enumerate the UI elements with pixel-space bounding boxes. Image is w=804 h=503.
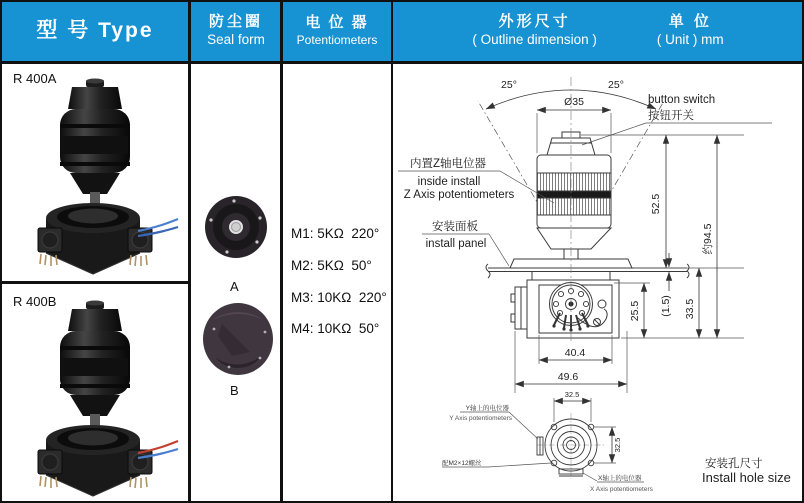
z-axis-callout-en2: Z Axis potentiometers <box>403 189 515 201</box>
dim-40-4-label: 40.4 <box>564 347 586 359</box>
grid-vline-1 <box>188 0 191 503</box>
model-a-label: R 400A <box>13 71 57 86</box>
header-unit-zh: 单 位 <box>668 13 712 31</box>
header-unit-label <box>657 13 724 49</box>
header-outline-en: ( Outline dimension ) <box>472 31 597 47</box>
screw-spec-callout: 配M2×12螺丝 <box>442 460 482 467</box>
seal-a-image <box>204 195 268 260</box>
dim-25-5-label: 25.5 <box>629 300 641 322</box>
header-cell-type <box>0 0 190 62</box>
header-seal-en: Seal form <box>207 31 265 47</box>
potentiometer-option-m2: M2: 5KΩ 50° <box>291 258 372 273</box>
tilt-angle-left-label: 25° <box>501 79 517 91</box>
install-dim-x-label: 32.5 <box>564 390 580 399</box>
header-seal-zh: 防尘圈 <box>208 13 263 31</box>
outline-dimension-drawing <box>392 63 802 501</box>
header-outline-label <box>472 13 597 49</box>
grid-hline-header <box>0 61 804 64</box>
grid-vline-3 <box>391 0 394 503</box>
joystick-photo-r400b <box>10 300 180 500</box>
button-switch-callout-zh: 按钮开关 <box>648 110 694 122</box>
seal-b-label: B <box>230 383 239 398</box>
model-b-label: R 400B <box>13 294 57 309</box>
seal-a-label: A <box>230 279 239 294</box>
dim-1-5-label: (1.5) <box>660 295 672 317</box>
y-axis-pot-callout-zh: Y轴上的电位器 <box>465 405 509 412</box>
header-type-label: 型 号 Type <box>36 18 154 42</box>
grid-vline-2 <box>280 0 283 503</box>
header-cell-potentiometers <box>282 0 392 62</box>
header-pot-en: Potentiometers <box>296 32 378 47</box>
button-switch-callout-en: button switch <box>648 94 716 106</box>
header-cell-outline-unit <box>392 0 804 62</box>
y-axis-pot-callout-en: Y Axis potentiometers <box>449 415 512 422</box>
header-unit-en: ( Unit ) mm <box>656 31 724 47</box>
x-axis-pot-callout-zh: X轴上的电位器 <box>598 475 642 482</box>
header-cell-seal <box>190 0 282 62</box>
joystick-photo-r400a <box>10 78 180 278</box>
potentiometer-option-m1: M1: 5KΩ 220° <box>291 226 380 241</box>
install-hole-title-zh: 安装孔尺寸 <box>705 458 763 470</box>
potentiometer-option-m4: M4: 10KΩ 50° <box>291 321 380 336</box>
install-panel-callout-en: install panel <box>425 238 487 250</box>
dim-52-5-label: 52.5 <box>650 193 662 215</box>
z-axis-callout-zh: 内置Z轴电位器 <box>409 158 487 170</box>
install-hole-title-en: Install hole size <box>702 470 791 485</box>
x-axis-pot-callout-en: X Axis potentiometers <box>590 486 653 493</box>
dim-49-6-label: 49.6 <box>557 371 579 383</box>
knob-diameter-label: Ø35 <box>564 96 584 108</box>
seal-b-image <box>202 302 274 376</box>
install-panel-callout-zh: 安装面板 <box>432 221 478 233</box>
potentiometer-option-m3: M3: 10KΩ 220° <box>291 290 387 305</box>
z-axis-callout-en1: inside install <box>417 176 481 188</box>
dim-94-5-label: 约94.5 <box>702 223 714 255</box>
dim-33-5-label: 33.5 <box>684 298 696 320</box>
header-outline-zh: 外形尺寸 <box>498 13 571 31</box>
install-dim-y-label: 32.5 <box>613 437 622 453</box>
tilt-angle-right-label: 25° <box>608 79 624 91</box>
header-pot-zh: 电 位 器 <box>305 14 369 32</box>
grid-hline-type-rows <box>0 281 190 284</box>
